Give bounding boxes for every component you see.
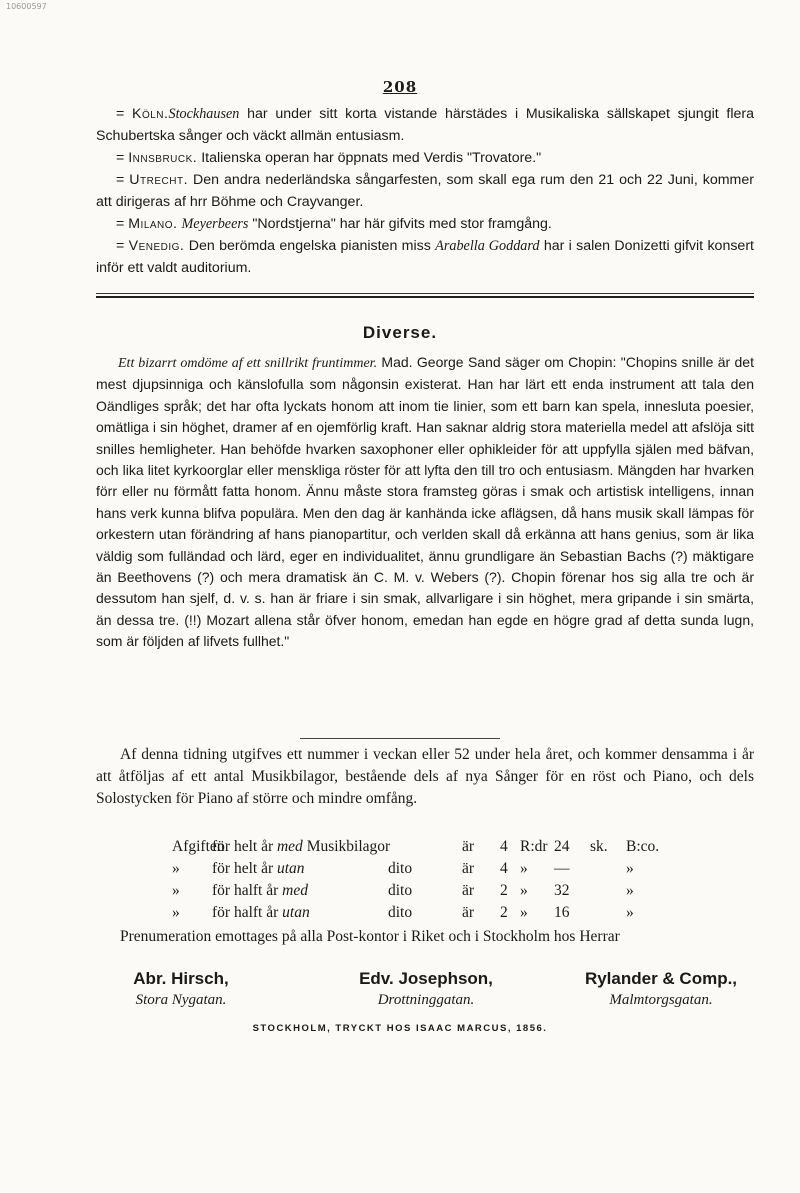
diverse-lead: Ett bizarrt omdöme af ett snillrikt fruntimmer.: [118, 356, 378, 371]
news-prefix: =: [116, 106, 132, 122]
price-desc-italic: utan: [282, 904, 310, 921]
price-desc: [212, 904, 310, 922]
diverse-section: [96, 352, 754, 653]
seller-name: Rylander & Comp.,: [584, 969, 738, 988]
price-num: 4: [500, 860, 508, 877]
news-item: [96, 147, 754, 169]
seller-name: Abr. Hirsch,: [133, 969, 229, 988]
price-desc-italic: med: [276, 838, 303, 855]
news-text: Den andra nederländska sångarfesten, som skall ega rum den 21 och 22 Juni, kommer att dirigeras af hrr Böhme och Crayvanger.: [96, 172, 754, 210]
news-italic: Meyerbeers: [181, 216, 249, 232]
diverse-paragraph: [96, 352, 754, 653]
archive-id: 10600597: [6, 2, 47, 11]
section-divider: [96, 293, 754, 298]
news-text-end: har under sitt korta vistande härstädes i Musikaliska sällskapet sjungit flera Schubertska sånger och väckt allmän entusiasm.: [96, 106, 754, 144]
price-desc: [212, 860, 305, 878]
news-item: [96, 235, 754, 279]
price-arrow: »: [520, 904, 528, 921]
price-arrow: R:dr: [520, 838, 548, 855]
news-prefix: =: [116, 216, 129, 232]
news-place: Milano.: [128, 216, 178, 232]
printer-imprint: STOCKHOLM, TRYCKT HOS ISAAC MARCUS, 1856.: [252, 1023, 548, 1034]
price-mark: »: [172, 860, 180, 877]
news-place: Venedig.: [128, 238, 185, 254]
price-ar: är: [462, 904, 475, 921]
price-desc: [212, 882, 308, 900]
news-text-end: "Nordstjerna" har här gifvits med stor framgång.: [248, 216, 552, 232]
price-desc: [212, 838, 390, 856]
price-rd: —: [554, 860, 570, 877]
price-dito: dito: [388, 860, 413, 877]
price-desc-text: för halft år: [212, 882, 283, 899]
news-place: Innsbruck.: [128, 150, 198, 166]
price-row: [96, 860, 754, 882]
price-num: 2: [500, 904, 508, 921]
news-italic: Arabella Goddard: [435, 238, 540, 254]
price-sk: sk.: [590, 838, 608, 855]
advert-intro: [96, 744, 754, 810]
price-mark: »: [172, 882, 180, 899]
seller-name: Edv. Josephson,: [359, 969, 493, 988]
price-dito: dito: [388, 882, 413, 899]
seller: [96, 968, 266, 1010]
price-desc-text: för helt år: [212, 860, 277, 877]
price-rd: 24: [554, 838, 570, 855]
seller-street: Stora Nygatan.: [135, 992, 227, 1008]
price-end: »: [626, 860, 634, 877]
section-title: Diverse.: [362, 323, 438, 342]
price-arrow: »: [520, 882, 528, 899]
price-row: [96, 882, 754, 904]
price-desc-text: för halft år: [212, 904, 283, 921]
subscription-note: [96, 926, 754, 948]
price-mark: »: [172, 904, 180, 921]
price-desc-tail: Musikbilagor: [302, 838, 391, 855]
price-num: 2: [500, 882, 508, 899]
news-place: Utrecht.: [129, 172, 189, 188]
news-text: Italienska operan har öppnats med Verdis "Trovatore.": [197, 150, 542, 166]
news-italic: Stockhausen: [168, 106, 240, 122]
seller: [316, 968, 536, 1010]
price-end: »: [626, 882, 634, 899]
news-section: [96, 103, 754, 279]
price-ar: är: [462, 860, 475, 877]
news-item: [96, 103, 754, 147]
news-place: Köln.: [132, 106, 169, 122]
price-ar: är: [462, 838, 475, 855]
price-desc-italic: utan: [276, 860, 305, 877]
news-prefix: =: [116, 238, 129, 254]
news-text: Den berömda engelska pianisten miss: [184, 238, 436, 254]
price-arrow: »: [520, 860, 528, 877]
price-end: B:co.: [626, 838, 660, 855]
news-prefix: =: [116, 150, 129, 166]
ad-divider: [300, 738, 500, 739]
price-mark: Afgiften: [172, 838, 225, 855]
price-row: [96, 904, 754, 926]
price-row: [96, 838, 754, 860]
seller-street: Drottninggatan.: [377, 992, 475, 1008]
price-table: [96, 838, 754, 926]
seller: [566, 968, 756, 1010]
price-rd: 16: [554, 904, 570, 921]
diverse-body: Mad. George Sand säger om Chopin: "Chopins snille är det mest djupsinniga och känslofulla som någonsin existerat. Han har lärt ett enda instrument att tala den Oändliges språk; det har ofta lyckats honom att inom tie linier, som ett barn kan spela, innesluta poesier, omätliga i sin höghet, dramer af en ojemförlig kraft. Han saknar aldrig stora materiella medel att afslöja sitt snilles hemligheter. Han behöfde hvarken saxophoner eller ophikleider för att uppfylla själen med bäfvan, och lika litet kyrkoorglar eller menskliga röster för att lyfta den till tro och entusiasm. Mängden har hvarken förr eller nu förmått fatta honom. Ännu måste stora framsteg göras i smak och artistisk intelligens, innan hans verk kunna blifva populära. Men den dag är kanhända icke aflägsen, då hans musik skall lämpas för orkestern utan förändring af hans pianopartitur, och verlden skall då erkänna att hans genius, som är lika väldig som fulländad och lärd, eger en individualitet, ännu grundligare än Sebastian Bachs (?) mäktigare än Beethovens (?) och mera dramatisk än C. M. v. Webers (?). Chopin förenar hos sig alla tre och är dessutom han sjelf, d. v. s. han är friare i sin smak, allvarligare i sin höghet, mera gripande i sin smärta, än dessa tre. (!!) Mozart allena står öfver honom, emedan han egde en högre grad af detta sunda lugn, som är följden af lifvets fullhet.": [96, 354, 754, 650]
news-text-end: har i salen Donizetti gifvit konsert inför ett valdt auditorium.: [96, 238, 754, 276]
seller-street: Malmtorgsgatan.: [609, 992, 713, 1008]
page-number: 208: [382, 78, 418, 96]
news-prefix: =: [116, 172, 130, 188]
price-rd: 32: [554, 882, 570, 899]
news-item: [96, 169, 754, 213]
price-end: »: [626, 904, 634, 921]
news-item: [96, 213, 754, 235]
price-desc-italic: med: [282, 882, 308, 899]
price-dito: dito: [388, 904, 413, 921]
advert-intro-text: Af denna tidning utgifves ett nummer i veckan eller 52 under hela året, och kommer densamma i år att åtföljas af ett antal Musikbilagor, bestående dels af nya Sånger för en röst och Piano, och dels Solostycken för Piano af större och mindre omfång.: [96, 746, 754, 807]
subscription-text: Prenumeration emottages på alla Post-kontor i Riket och i Stockholm hos Herrar: [120, 928, 620, 945]
price-num: 4: [500, 838, 508, 855]
price-ar: är: [462, 882, 475, 899]
price-desc-text: för helt år: [212, 838, 277, 855]
